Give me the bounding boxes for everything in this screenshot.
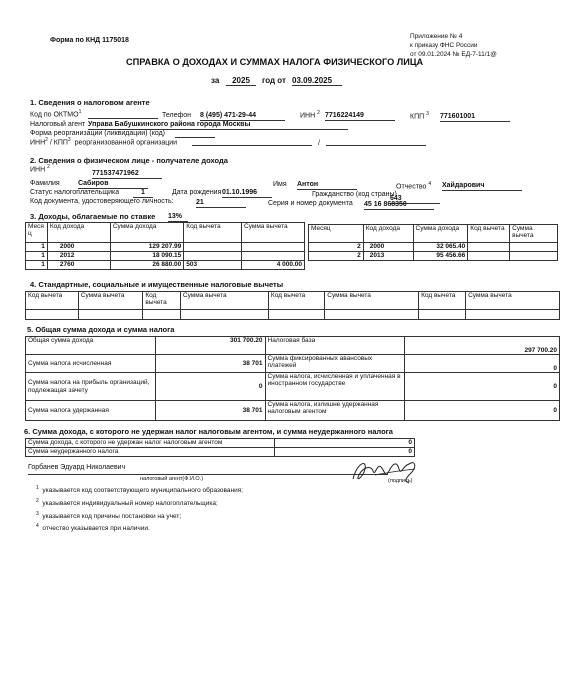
col-header-income-code: Код дохода [363,225,413,243]
deduction-code-cell [468,243,510,252]
total-income-value: 301 700.20 [155,337,265,355]
agent-signer-name: Горбанев Эдуард Николаевич [28,464,126,471]
section4-title: 4. Стандартные, социальные и имущественные налоговые вычеты [30,280,284,289]
excess-tax-value: 0 [405,401,560,421]
citizenship-label: Гражданство (код страны) [312,191,397,198]
appendix-label: Приложение № 4 [410,33,463,40]
order-ref: от 09.01.2024 № ЕД-7-11/1@ [410,51,497,58]
col-header-income-code: Код дохода [47,223,110,243]
doc-code-value: 21 [196,199,246,208]
section3-title: 3. Доходы, облагаемые по ставке [30,212,156,221]
month-cell: 1 [26,261,48,270]
month-cell: 2 [309,252,364,261]
birth-value: 01.10.1996 [222,189,272,198]
tax-withheld-value: 38 701 [155,401,265,421]
report-year: 2025 [226,76,256,86]
signature-line [28,474,388,475]
col-header-deduction-code: Код вычета [268,292,324,310]
table-row [26,252,305,261]
unwithheld-tax-label: Сумма неудержанного налога [26,448,275,457]
agent-inn-value: 7716224149 [325,112,395,121]
reorg-form-label: Форма реорганизации (ликвидации) (код) [30,130,166,137]
section1-title: 1. Сведения о налоговом агенте [30,98,150,107]
col-header-deduction-code: Код вычета [419,292,466,310]
doc-code-label: Код документа, удостоверяющего личность: [30,198,174,205]
income-sum-cell: 18 090.15 [110,252,183,261]
tax-calc-value: 38 701 [155,355,265,373]
deduction-sum-cell: 4 000.00 [242,261,305,270]
oktmo-label: Код по ОКТМО$^1$ [30,109,82,119]
income-sum-cell: 32 065.40 [413,243,468,252]
month-cell: 2 [309,243,364,252]
agent-inn-label: ИНН $^2$ [300,110,320,120]
deduction-code-cell [184,252,242,261]
patronymic-label: Отчество $^4$ [396,181,432,191]
foreign-tax-label: Сумма налога, исчисленная и уплаченная в иностранном государстве [265,373,405,401]
person-inn-label: ИНН $^2$ [30,164,50,174]
table-row [26,243,305,252]
income-code-cell: 2000 [363,243,413,252]
report-date: 03.09.2025 [292,76,342,86]
col-header-deduction-sum: Сумма вычета [78,292,143,310]
col-header-deduction-code: Код вычета [184,223,242,243]
year-suffix: год от [262,76,286,85]
phone-value: 8 (495) 471-29-44 [200,112,285,121]
reorg-inn-kpp-label: ИНН$^2$ / КПП$^3$ реорганизованной организации [30,137,178,147]
totals-table [25,336,560,421]
phone-label: Телефон [162,112,192,119]
table-row [309,243,558,252]
tax-rate: 13% [168,213,188,222]
table-header-row [26,292,560,310]
deduction-code-cell [184,243,242,252]
col-header-deduction-code: Код вычета [468,225,510,243]
agent-kpp-label: КПП $^3$ [410,111,429,121]
handwritten-signature [345,453,425,489]
income-sum-cell: 26 880.00 [110,261,183,270]
signer-caption: налоговый агент(Ф.И.О.) [140,476,204,482]
table-row [26,401,560,421]
deductions-table [25,291,560,320]
tax-calc-label: Сумма налога исчисленная [26,355,156,373]
form-code: Форма по КНД 1175018 [50,37,129,44]
table-row [309,261,558,270]
deduction-code-cell [468,252,510,261]
section5-title: 5. Общая сумма дохода и сумма налога [27,325,175,334]
income-code-cell: 2012 [47,252,110,261]
table-row [26,261,305,270]
status-value: 1 [133,189,153,198]
month-cell: 1 [26,243,48,252]
income-code-cell: 2013 [363,252,413,261]
surname-label: Фамилия [30,180,60,187]
citizenship-value: 643 [390,195,440,204]
unwithheld-income-value: 0 [275,439,415,448]
col-header-deduction-sum: Сумма вычета [180,292,268,310]
col-header-deduction-code: Код вычета [26,292,79,310]
oktmo-value [88,118,158,119]
tax-base-value: 297 700.20 [405,337,560,355]
total-income-label: Общая сумма дохода [26,337,156,355]
col-header-month: Месяц [309,225,364,243]
section6-title: 6. Сумма дохода, с которого не удержан налог налоговым агентом, и сумма неудержанного налога [24,427,393,436]
deduction-sum-cell [242,252,305,261]
col-header-income-sum: Сумма дохода [413,225,468,243]
table-row [26,373,560,401]
income-sum-cell: 129 207.99 [110,243,183,252]
col-header-deduction-sum: Сумма вычета [466,292,560,310]
footnote-3: $^3$ указывается код причины постановки на учет; [36,511,182,521]
person-inn-value: 771537471962 [92,170,162,179]
deduction-sum-cell [510,252,558,261]
reorg-inn-value [192,138,312,146]
order-line: к приказу ФНС России [410,42,478,49]
birth-label: Дата рождения [172,189,222,196]
income-table-right [308,224,558,270]
income-code-cell: 2000 [47,243,110,252]
agent-kpp-value: 771601001 [440,113,510,122]
name-label: Имя [273,181,287,188]
reorg-form-value [175,130,215,138]
col-header-month: Меся ц [26,223,48,243]
table-row [309,252,558,261]
name-value: Антон [297,181,357,190]
profit-tax-label: Сумма налога на прибыль организаций, подлежащая зачету [26,373,156,401]
agent-label: Налоговый агент [30,121,86,128]
status-label: Статус налогоплательщика [30,189,120,196]
col-header-deduction-sum: Сумма вычета [325,292,419,310]
col-header-deduction-code: Код вычета [143,292,181,310]
deduction-sum-cell [242,243,305,252]
footnote-1: $^1$ указывается код соответствующего муниципального образования; [36,485,244,495]
fixed-adv-value: 0 [405,355,560,373]
unwithheld-tax-value: 0 [275,448,415,457]
surname-value: Сабиров [78,180,148,189]
tax-base-label: Налоговая база [265,337,405,355]
table-header-row [26,223,305,243]
profit-tax-value: 0 [155,373,265,401]
deduction-sum-cell [510,243,558,252]
reorg-kpp-value [326,138,426,146]
foreign-tax-value: 0 [405,373,560,401]
reorg-slash: / [318,140,320,147]
deduction-code-cell: 503 [184,261,242,270]
col-header-deduction-sum: Сумма вычета [242,223,305,243]
income-table-left [25,222,305,270]
table-row [26,355,560,373]
excess-tax-label: Сумма налога, излишне удержанная налоговым агентом [265,401,405,421]
table-row [26,310,560,320]
year-prefix: за [211,76,220,85]
footnote-4: $^4$ отчество указывается при наличии. [36,523,150,533]
footnote-2: $^2$ указывается индивидуальный номер налогоплательщика; [36,498,218,508]
agent-name: Управа Бабушкинского района города Москвы [88,121,348,130]
col-header-income-sum: Сумма дохода [110,223,183,243]
col-header-deduction-sum: Сумма вычета [510,225,558,243]
patronymic-value: Хайдарович [442,182,522,191]
table-header-row [309,225,558,243]
table-row [26,439,415,448]
table-row [26,337,560,355]
tax-withheld-label: Сумма налога удержанная [26,401,156,421]
section2-title: 2. Сведения о физическом лице - получателе дохода [30,156,228,165]
fixed-adv-label: Сумма фиксированных авансовых платежей [265,355,405,373]
month-cell: 1 [26,252,48,261]
doc-series-value: 45 16 868350 [364,201,434,210]
income-sum-cell: 95 456.66 [413,252,468,261]
signature-caption: (подпись) [388,478,413,484]
doc-series-label: Серия и номер документа [268,200,353,207]
document-title: СПРАВКА О ДОХОДАХ И СУММАХ НАЛОГА ФИЗИЧЕСКОГО ЛИЦА [126,57,424,67]
income-code-cell: 2760 [47,261,110,270]
unwithheld-income-label: Сумма дохода, с которого не удержан налог налоговым агентом [26,439,275,448]
